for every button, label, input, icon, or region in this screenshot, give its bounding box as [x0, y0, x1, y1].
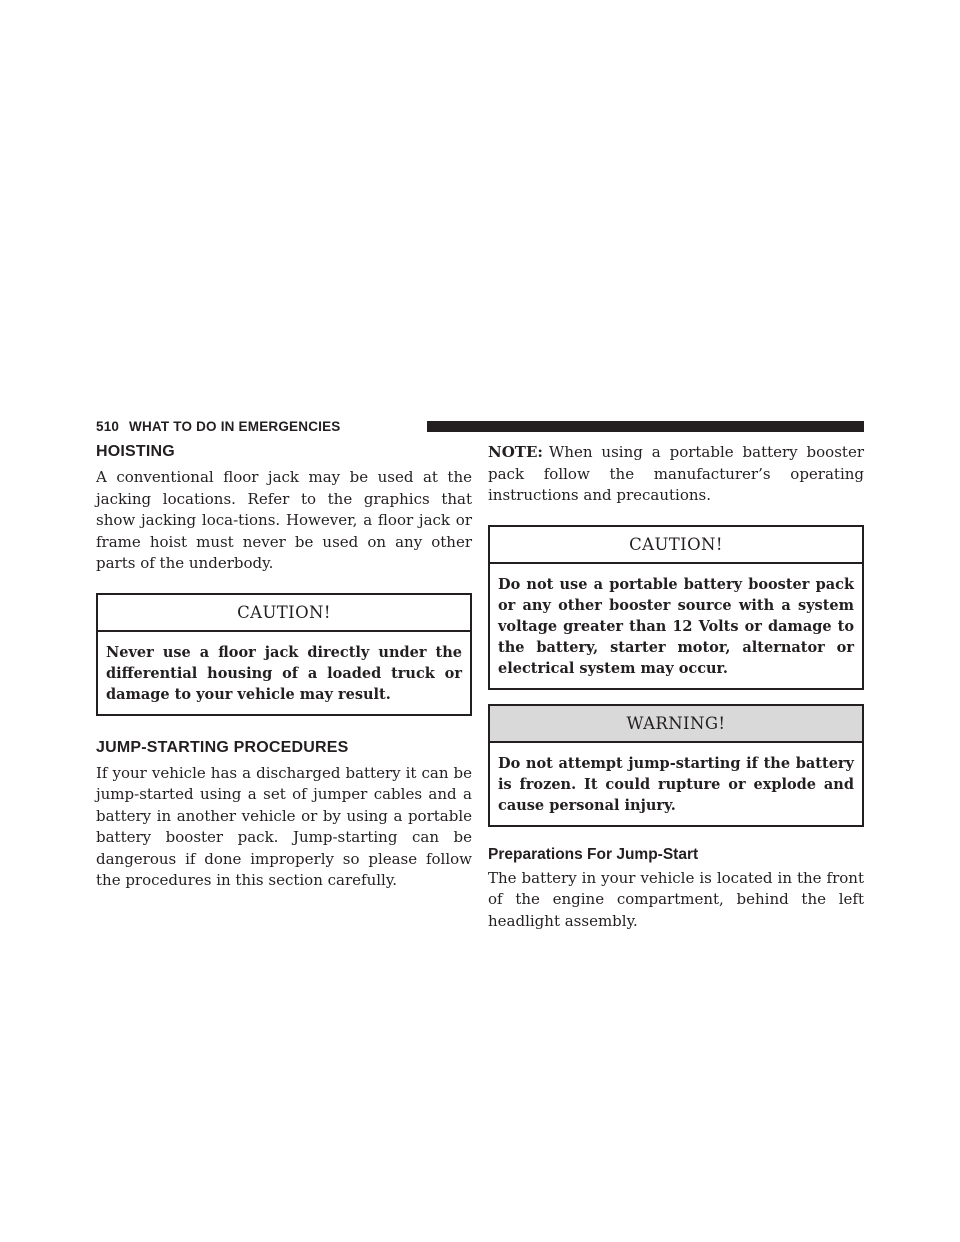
caution-box-floor-jack — [96, 593, 472, 716]
page-header — [96, 418, 864, 436]
hoisting-heading: HOISTING — [96, 443, 175, 460]
caution-box-booster — [488, 525, 864, 690]
caution-title: CAUTION! — [98, 595, 470, 632]
warning-text: Do not attempt jump-starting if the battery is frozen. It could rupture or explode and cause personal injury. — [498, 754, 854, 814]
header-rule — [427, 421, 864, 432]
right-column — [488, 442, 864, 932]
caution-title: CAUTION! — [490, 527, 862, 564]
preparations-text: The battery in your vehicle is located in the front of the engine compartment, behind the left headlight assembly. — [488, 868, 864, 930]
jump-starting-heading: JUMP-STARTING PROCEDURES — [96, 738, 349, 756]
note-paragraph — [488, 442, 864, 507]
warning-title: WARNING! — [490, 706, 862, 743]
left-column — [96, 442, 472, 892]
hoisting-text: A conventional floor jack may be used at the jacking locations. Refer to the graphics that show jacking loca-tions. However, a floor jack or frame hoist must never be used on any other parts of the underbody. — [96, 468, 472, 572]
preparations-heading: Preparations For Jump-Start — [488, 845, 699, 863]
caution-text: Do not use a portable battery booster pack or any other booster source with a system voltage greater than 12 Volts or damage to the battery, starter motor, alternator or electrical system may occur. — [498, 575, 854, 677]
note-label: NOTE: — [488, 443, 543, 461]
section-title: WHAT TO DO IN EMERGENCIES — [129, 419, 341, 434]
caution-text: Never use a floor jack directly under the differential housing of a loaded truck or damage to your vehicle may result. — [106, 643, 462, 703]
page-number: 510 — [96, 419, 120, 434]
jump-starting-text: If your vehicle has a discharged battery it can be jump-started using a set of jumper cables and a battery in another vehicle or by using a portable battery booster pack. Jump-starting can be dangerous if done improperly so please follow the procedures in this section carefully. — [96, 763, 472, 889]
note-text: When using a portable battery booster pack follow the manufacturer’s operating instructions and precautions. — [488, 443, 864, 504]
warning-box-frozen-battery — [488, 704, 864, 827]
